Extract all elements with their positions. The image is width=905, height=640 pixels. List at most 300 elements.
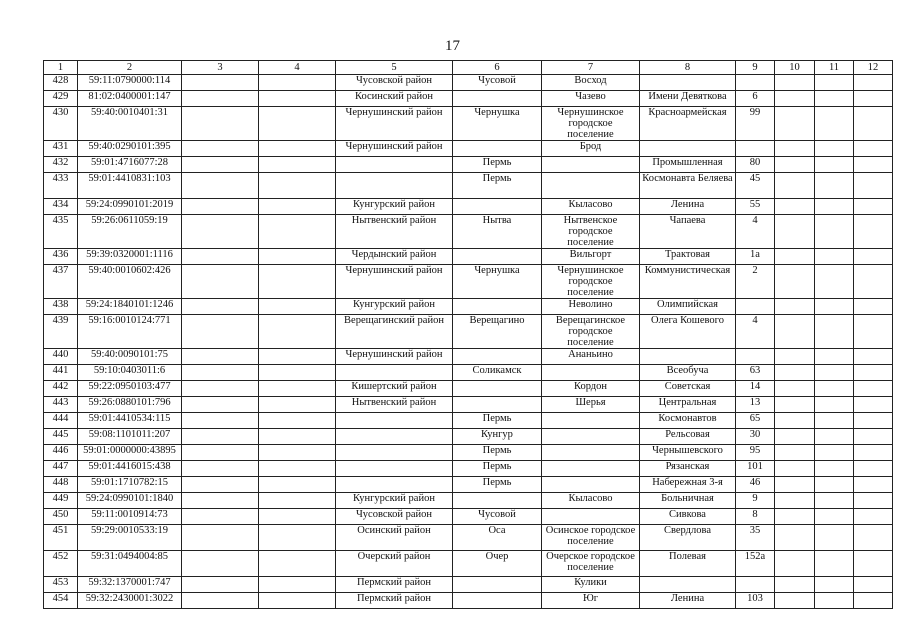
table-row xyxy=(44,107,893,141)
col-11-cell xyxy=(815,173,854,199)
column-header: 1 xyxy=(44,61,78,75)
col-3-cell xyxy=(182,577,259,593)
col-11-cell xyxy=(815,493,854,509)
table-row xyxy=(44,593,893,609)
col-11-cell xyxy=(815,509,854,525)
col-12-cell xyxy=(854,397,893,413)
house-cell: 95 xyxy=(736,445,775,461)
district-cell: Пермский район xyxy=(336,577,453,593)
col-11-cell xyxy=(815,593,854,609)
col-4-cell xyxy=(259,173,336,199)
col-12-cell xyxy=(854,141,893,157)
col-4-cell xyxy=(259,445,336,461)
settlement-cell xyxy=(542,445,640,461)
cadastral-number-cell: 59:01:4410831:103 xyxy=(78,173,182,199)
col-12-cell xyxy=(854,509,893,525)
table-row xyxy=(44,365,893,381)
street-cell: Ленина xyxy=(640,593,736,609)
col-10-cell xyxy=(775,593,815,609)
col-4-cell xyxy=(259,107,336,141)
city-cell xyxy=(453,493,542,509)
table-row xyxy=(44,493,893,509)
settlement-cell xyxy=(542,157,640,173)
district-cell: Чусовской район xyxy=(336,509,453,525)
table-row xyxy=(44,75,893,91)
street-cell: Рязанская xyxy=(640,461,736,477)
table-row xyxy=(44,299,893,315)
col-4-cell xyxy=(259,91,336,107)
col-10-cell xyxy=(775,141,815,157)
col-4-cell xyxy=(259,577,336,593)
col-10-cell xyxy=(775,157,815,173)
col-12-cell xyxy=(854,381,893,397)
col-3-cell xyxy=(182,461,259,477)
house-cell xyxy=(736,141,775,157)
district-cell xyxy=(336,173,453,199)
table-row xyxy=(44,315,893,349)
district-cell: Чусовской район xyxy=(336,75,453,91)
column-header: 9 xyxy=(736,61,775,75)
city-cell: Пермь xyxy=(453,477,542,493)
col-3-cell xyxy=(182,429,259,445)
col-11-cell xyxy=(815,349,854,365)
row-number-cell: 429 xyxy=(44,91,78,107)
col-10-cell xyxy=(775,91,815,107)
col-4-cell xyxy=(259,299,336,315)
city-cell xyxy=(453,593,542,609)
col-3-cell xyxy=(182,551,259,577)
col-12-cell xyxy=(854,249,893,265)
col-4-cell xyxy=(259,551,336,577)
house-cell: 4 xyxy=(736,215,775,249)
settlement-cell xyxy=(542,413,640,429)
settlement-cell: Чернушинское городское поселение xyxy=(542,107,640,141)
col-10-cell xyxy=(775,299,815,315)
settlement-cell: Кыласово xyxy=(542,493,640,509)
table-row xyxy=(44,215,893,249)
house-cell: 46 xyxy=(736,477,775,493)
row-number-cell: 453 xyxy=(44,577,78,593)
street-cell: Трактовая xyxy=(640,249,736,265)
col-12-cell xyxy=(854,315,893,349)
register-table xyxy=(43,60,893,609)
city-cell xyxy=(453,141,542,157)
col-12-cell xyxy=(854,461,893,477)
settlement-cell: Ананьино xyxy=(542,349,640,365)
cadastral-number-cell: 59:24:0990101:2019 xyxy=(78,199,182,215)
district-cell: Нытвенский район xyxy=(336,215,453,249)
district-cell: Кунгурский район xyxy=(336,493,453,509)
city-cell xyxy=(453,381,542,397)
col-10-cell xyxy=(775,461,815,477)
street-cell: Олега Кошевого xyxy=(640,315,736,349)
cadastral-number-cell: 59:16:0010124:771 xyxy=(78,315,182,349)
col-11-cell xyxy=(815,365,854,381)
col-11-cell xyxy=(815,75,854,91)
house-cell: 103 xyxy=(736,593,775,609)
settlement-cell: Кордон xyxy=(542,381,640,397)
col-12-cell xyxy=(854,107,893,141)
city-cell xyxy=(453,91,542,107)
row-number-cell: 438 xyxy=(44,299,78,315)
city-cell: Соликамск xyxy=(453,365,542,381)
house-cell: 14 xyxy=(736,381,775,397)
house-cell xyxy=(736,349,775,365)
settlement-cell: Восход xyxy=(542,75,640,91)
row-number-cell: 436 xyxy=(44,249,78,265)
house-cell: 80 xyxy=(736,157,775,173)
settlement-cell: Неволино xyxy=(542,299,640,315)
street-cell: Центральная xyxy=(640,397,736,413)
settlement-cell xyxy=(542,509,640,525)
street-cell xyxy=(640,349,736,365)
house-cell xyxy=(736,299,775,315)
col-3-cell xyxy=(182,265,259,299)
col-4-cell xyxy=(259,215,336,249)
col-4-cell xyxy=(259,493,336,509)
settlement-cell: Очерское городское поселение xyxy=(542,551,640,577)
col-11-cell xyxy=(815,445,854,461)
city-cell: Пермь xyxy=(453,445,542,461)
row-number-cell: 428 xyxy=(44,75,78,91)
district-cell xyxy=(336,429,453,445)
settlement-cell xyxy=(542,173,640,199)
house-cell xyxy=(736,75,775,91)
col-3-cell xyxy=(182,315,259,349)
col-3-cell xyxy=(182,107,259,141)
col-3-cell xyxy=(182,525,259,551)
row-number-cell: 451 xyxy=(44,525,78,551)
row-number-cell: 450 xyxy=(44,509,78,525)
col-3-cell xyxy=(182,413,259,429)
col-3-cell xyxy=(182,349,259,365)
table-row xyxy=(44,199,893,215)
column-header: 4 xyxy=(259,61,336,75)
col-10-cell xyxy=(775,107,815,141)
city-cell: Оса xyxy=(453,525,542,551)
col-3-cell xyxy=(182,365,259,381)
col-3-cell xyxy=(182,75,259,91)
col-10-cell xyxy=(775,577,815,593)
col-4-cell xyxy=(259,349,336,365)
district-cell: Чернушинский район xyxy=(336,141,453,157)
city-cell: Кунгур xyxy=(453,429,542,445)
col-12-cell xyxy=(854,551,893,577)
table-row xyxy=(44,445,893,461)
street-cell: Полевая xyxy=(640,551,736,577)
cadastral-number-cell: 59:01:0000000:43895 xyxy=(78,445,182,461)
city-cell xyxy=(453,249,542,265)
street-cell xyxy=(640,141,736,157)
house-cell: 55 xyxy=(736,199,775,215)
col-12-cell xyxy=(854,593,893,609)
col-4-cell xyxy=(259,397,336,413)
col-4-cell xyxy=(259,141,336,157)
col-10-cell xyxy=(775,249,815,265)
settlement-cell: Шерья xyxy=(542,397,640,413)
page-number: 17 xyxy=(445,38,460,54)
street-cell: Имени Девяткова xyxy=(640,91,736,107)
col-12-cell xyxy=(854,349,893,365)
col-12-cell xyxy=(854,157,893,173)
col-4-cell xyxy=(259,525,336,551)
col-4-cell xyxy=(259,429,336,445)
col-10-cell xyxy=(775,493,815,509)
col-12-cell xyxy=(854,365,893,381)
col-3-cell xyxy=(182,215,259,249)
settlement-cell: Брод xyxy=(542,141,640,157)
col-10-cell xyxy=(775,445,815,461)
city-cell: Верещагино xyxy=(453,315,542,349)
house-cell: 65 xyxy=(736,413,775,429)
column-header: 12 xyxy=(854,61,893,75)
table-row xyxy=(44,525,893,551)
col-10-cell xyxy=(775,75,815,91)
row-number-cell: 431 xyxy=(44,141,78,157)
column-header: 5 xyxy=(336,61,453,75)
house-cell: 35 xyxy=(736,525,775,551)
district-cell: Нытвенский район xyxy=(336,397,453,413)
col-11-cell xyxy=(815,461,854,477)
street-cell: Набережная 3-я xyxy=(640,477,736,493)
city-cell: Пермь xyxy=(453,173,542,199)
column-header: 7 xyxy=(542,61,640,75)
city-cell xyxy=(453,299,542,315)
house-cell: 63 xyxy=(736,365,775,381)
col-3-cell xyxy=(182,593,259,609)
col-10-cell xyxy=(775,509,815,525)
street-cell: Красноармейская xyxy=(640,107,736,141)
street-cell: Чапаева xyxy=(640,215,736,249)
col-4-cell xyxy=(259,477,336,493)
cadastral-number-cell: 59:24:1840101:1246 xyxy=(78,299,182,315)
cadastral-number-cell: 59:22:0950103:477 xyxy=(78,381,182,397)
col-4-cell xyxy=(259,315,336,349)
house-cell: 101 xyxy=(736,461,775,477)
row-number-cell: 439 xyxy=(44,315,78,349)
column-header: 6 xyxy=(453,61,542,75)
city-cell: Пермь xyxy=(453,413,542,429)
cadastral-number-cell: 59:40:0090101:75 xyxy=(78,349,182,365)
col-11-cell xyxy=(815,157,854,173)
city-cell: Чусовой xyxy=(453,75,542,91)
col-4-cell xyxy=(259,157,336,173)
house-cell: 13 xyxy=(736,397,775,413)
cadastral-number-cell: 59:24:0990101:1840 xyxy=(78,493,182,509)
city-cell: Нытва xyxy=(453,215,542,249)
district-cell: Косинский район xyxy=(336,91,453,107)
col-11-cell xyxy=(815,265,854,299)
table-row xyxy=(44,265,893,299)
district-cell xyxy=(336,365,453,381)
house-cell: 45 xyxy=(736,173,775,199)
settlement-cell: Верещагинское городское поселение xyxy=(542,315,640,349)
col-4-cell xyxy=(259,593,336,609)
cadastral-number-cell: 59:39:0320001:1116 xyxy=(78,249,182,265)
district-cell: Кишертский район xyxy=(336,381,453,397)
table-row xyxy=(44,249,893,265)
district-cell: Чернушинский район xyxy=(336,107,453,141)
house-cell: 6 xyxy=(736,91,775,107)
table-row xyxy=(44,551,893,577)
district-cell: Чердынский район xyxy=(336,249,453,265)
settlement-cell: Кыласово xyxy=(542,199,640,215)
col-11-cell xyxy=(815,577,854,593)
col-10-cell xyxy=(775,413,815,429)
col-3-cell xyxy=(182,157,259,173)
col-4-cell xyxy=(259,365,336,381)
col-12-cell xyxy=(854,265,893,299)
city-cell xyxy=(453,577,542,593)
street-cell: Коммунистическая xyxy=(640,265,736,299)
city-cell xyxy=(453,199,542,215)
street-cell: Советская xyxy=(640,381,736,397)
district-cell xyxy=(336,461,453,477)
settlement-cell: Кулики xyxy=(542,577,640,593)
col-10-cell xyxy=(775,381,815,397)
city-cell xyxy=(453,397,542,413)
street-cell: Свердлова xyxy=(640,525,736,551)
col-3-cell xyxy=(182,141,259,157)
col-10-cell xyxy=(775,215,815,249)
city-cell: Чернушка xyxy=(453,265,542,299)
house-cell: 152а xyxy=(736,551,775,577)
col-4-cell xyxy=(259,265,336,299)
col-12-cell xyxy=(854,577,893,593)
col-11-cell xyxy=(815,525,854,551)
cadastral-number-cell: 59:10:0403011:6 xyxy=(78,365,182,381)
col-3-cell xyxy=(182,381,259,397)
settlement-cell: Осинское городское поселение xyxy=(542,525,640,551)
col-11-cell xyxy=(815,397,854,413)
row-number-cell: 447 xyxy=(44,461,78,477)
table-row xyxy=(44,381,893,397)
col-11-cell xyxy=(815,477,854,493)
cadastral-number-cell: 59:11:0790000:114 xyxy=(78,75,182,91)
district-cell: Очерский район xyxy=(336,551,453,577)
row-number-cell: 444 xyxy=(44,413,78,429)
settlement-cell: Чернушинское городское поселение xyxy=(542,265,640,299)
col-10-cell xyxy=(775,365,815,381)
row-number-cell: 433 xyxy=(44,173,78,199)
col-11-cell xyxy=(815,381,854,397)
col-10-cell xyxy=(775,315,815,349)
district-cell: Кунгурский район xyxy=(336,299,453,315)
col-10-cell xyxy=(775,525,815,551)
col-10-cell xyxy=(775,199,815,215)
col-4-cell xyxy=(259,413,336,429)
row-number-cell: 430 xyxy=(44,107,78,141)
row-number-cell: 437 xyxy=(44,265,78,299)
col-12-cell xyxy=(854,173,893,199)
row-number-cell: 440 xyxy=(44,349,78,365)
settlement-cell xyxy=(542,477,640,493)
district-cell xyxy=(336,413,453,429)
cadastral-number-cell: 59:08:1101011:207 xyxy=(78,429,182,445)
street-cell: Чернышевского xyxy=(640,445,736,461)
column-header: 3 xyxy=(182,61,259,75)
settlement-cell: Юг xyxy=(542,593,640,609)
col-10-cell xyxy=(775,477,815,493)
settlement-cell xyxy=(542,461,640,477)
row-number-cell: 445 xyxy=(44,429,78,445)
settlement-cell: Чазево xyxy=(542,91,640,107)
row-number-cell: 432 xyxy=(44,157,78,173)
row-number-cell: 446 xyxy=(44,445,78,461)
cadastral-number-cell: 59:26:0611059:19 xyxy=(78,215,182,249)
col-11-cell xyxy=(815,249,854,265)
row-number-cell: 442 xyxy=(44,381,78,397)
col-3-cell xyxy=(182,397,259,413)
city-cell: Очер xyxy=(453,551,542,577)
district-cell: Кунгурский район xyxy=(336,199,453,215)
col-3-cell xyxy=(182,91,259,107)
cadastral-number-cell: 59:01:4410534:115 xyxy=(78,413,182,429)
col-12-cell xyxy=(854,477,893,493)
row-number-cell: 441 xyxy=(44,365,78,381)
col-10-cell xyxy=(775,397,815,413)
house-cell: 30 xyxy=(736,429,775,445)
district-cell: Осинский район xyxy=(336,525,453,551)
street-cell: Олимпийская xyxy=(640,299,736,315)
district-cell: Верещагинский район xyxy=(336,315,453,349)
table-row xyxy=(44,429,893,445)
cadastral-number-cell: 59:01:4416015:438 xyxy=(78,461,182,477)
col-4-cell xyxy=(259,381,336,397)
col-11-cell xyxy=(815,429,854,445)
street-cell: Сивкова xyxy=(640,509,736,525)
district-cell: Чернушинский район xyxy=(336,265,453,299)
street-cell: Космонавтов xyxy=(640,413,736,429)
col-12-cell xyxy=(854,493,893,509)
district-cell: Пермский район xyxy=(336,593,453,609)
cadastral-number-cell: 59:29:0010533:19 xyxy=(78,525,182,551)
col-12-cell xyxy=(854,413,893,429)
col-3-cell xyxy=(182,445,259,461)
table-row xyxy=(44,157,893,173)
cadastral-number-cell: 59:01:4716077:28 xyxy=(78,157,182,173)
col-10-cell xyxy=(775,349,815,365)
row-number-cell: 452 xyxy=(44,551,78,577)
col-3-cell xyxy=(182,249,259,265)
col-4-cell xyxy=(259,249,336,265)
column-header: 8 xyxy=(640,61,736,75)
table-body xyxy=(44,75,893,609)
col-4-cell xyxy=(259,199,336,215)
table-row xyxy=(44,349,893,365)
col-12-cell xyxy=(854,429,893,445)
col-3-cell xyxy=(182,299,259,315)
col-10-cell xyxy=(775,429,815,445)
street-cell: Промышленная xyxy=(640,157,736,173)
row-number-cell: 443 xyxy=(44,397,78,413)
table-row xyxy=(44,141,893,157)
street-cell: Рельсовая xyxy=(640,429,736,445)
col-11-cell xyxy=(815,413,854,429)
street-cell: Космонавта Беляева xyxy=(640,173,736,199)
col-12-cell xyxy=(854,199,893,215)
column-header: 11 xyxy=(815,61,854,75)
cadastral-number-cell: 59:40:0290101:395 xyxy=(78,141,182,157)
settlement-cell: Вильгорт xyxy=(542,249,640,265)
col-3-cell xyxy=(182,493,259,509)
city-cell: Чусовой xyxy=(453,509,542,525)
row-number-cell: 454 xyxy=(44,593,78,609)
settlement-cell xyxy=(542,365,640,381)
house-cell: 99 xyxy=(736,107,775,141)
cadastral-number-cell: 59:32:2430001:3022 xyxy=(78,593,182,609)
col-4-cell xyxy=(259,509,336,525)
